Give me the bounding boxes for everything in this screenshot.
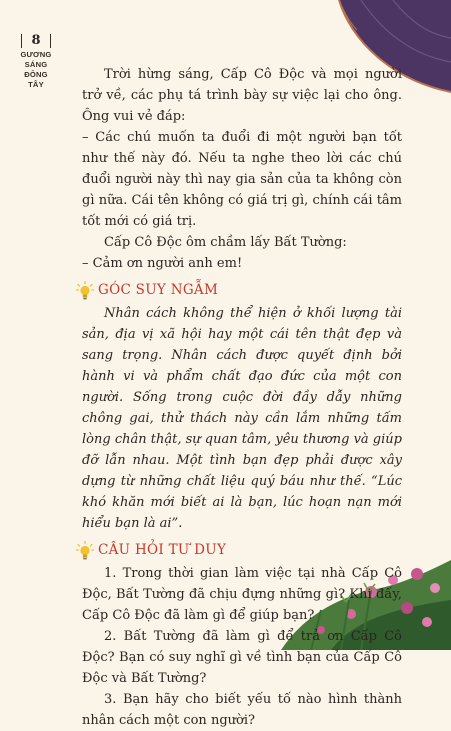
question-item: 2. Bất Tường đã làm gì để trả ơn Cấp Cô Độc? Bạn có suy nghĩ gì về tình bạn của Cấp Cô Độc và Bất Tường? [82,629,402,686]
series-title-line: SÁNG [24,60,48,69]
series-title-line: GƯƠNG [20,50,52,59]
question-item: 1. Trong thời gian làm việc tại nhà Cấp Cô Độc, Bất Tường đã chịu đựng những gì? Khi đấy, Cấp Cô Độc đã làm gì để giúp bạn? [82,566,402,623]
question-item: 3. Bạn hãy cho biết yếu tố nào hình thành nhân cách một con người? [82,692,402,728]
story-paragraph: – Các chú muốn ta đuổi đi một người bạn tốt như thế này đó. Nếu ta nghe theo lời các chú đuổi người này thì nay gia sản của ta không còn gì nữa. Cái tên không có giá trị gì, chính cái tâm tốt mới có giá trị. [82,130,402,229]
questions-header [76,540,402,561]
story-paragraph: Trời hừng sáng, Cấp Cô Độc và mọi người trở về, các phụ tá trình bày sự việc lại cho ông. Ông vui vẻ đáp: [82,67,402,124]
story-paragraph: – Cảm ơn người anh em! [82,256,243,271]
page-content [82,64,402,731]
reflection-body [82,303,402,534]
reflection-header [76,280,402,301]
series-title-line: TÂY [28,80,44,89]
lightbulb-icon [76,281,94,301]
lightbulb-icon [76,541,94,561]
story-paragraph: Cấp Cô Độc ôm chầm lấy Bất Tường: [104,235,347,250]
reflection-paragraph: Nhân cách không thể hiện ở khối lượng tài sản, địa vị xã hội hay một cái tên thật đẹp và sang trọng. Nhân cách được quyết định bởi hành vi và phẩm chất đạo đức của một con người. Sống trong cuộc đời đầy dẫy những chông gai, thử thách này cần lắm những tấm lòng chân thật, sự quan tâm, yêu thương và giúp đỡ lẫn nhau. Một tình bạn đẹp phải được xây dựng từ những chất liệu quý báu như thế. “Lúc khó khăn mới biết ai là bạn, lúc hoạn nạn mới hiểu bạn là ai”. [82,306,402,531]
series-mark [10,34,62,90]
series-title-line: ĐÔNG [24,70,48,79]
page-number: 8 [21,34,51,48]
questions-title: CÂU HỎI TƯ DUY [98,542,227,558]
reflection-title: GÓC SUY NGẪM [98,282,219,298]
